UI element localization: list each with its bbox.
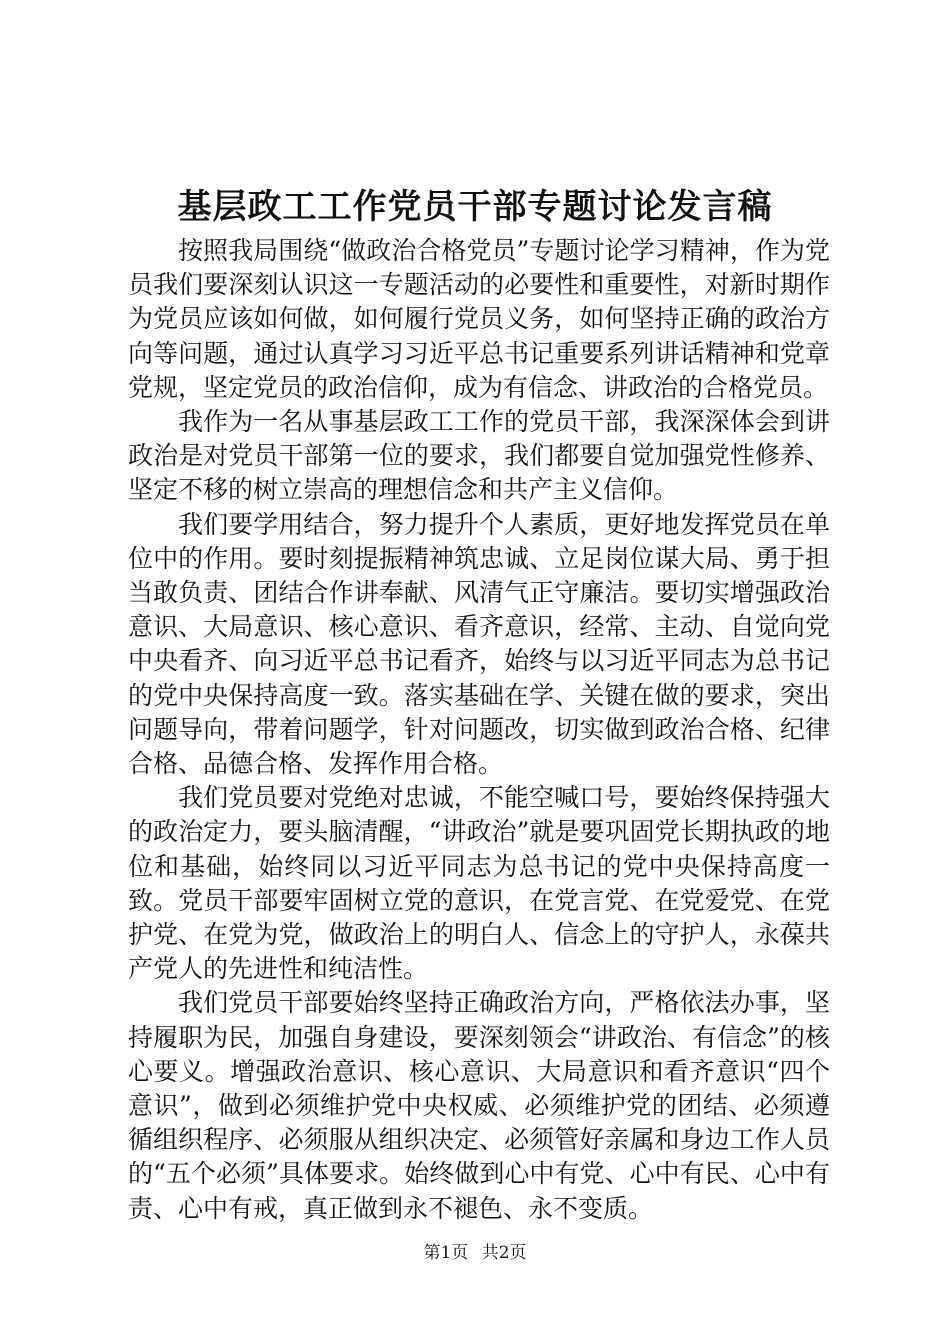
page-number-total: 共2页 bbox=[481, 1243, 527, 1263]
paragraph-2: 我作为一名从事基层政工工作的党员干部，我深深体会到讲政治是对党员干部第一位的要求，我们都要自觉加强党性修养、坚定不移的树立崇高的理想信念和共产主义信仰。 bbox=[128, 407, 830, 505]
paragraph-3: 我们要学用结合，努力提升个人素质，更好地发挥党员在单位中的作用。要时刻提振精神筑忠诚、立足岗位谋大局、勇于担当敢负责、团结合作讲奉献、风清气正守廉洁。要切实增强政治意识、大局意识、核心意识、看齐意识，经常、主动、自觉向党中央看齐、向习近平总书记看齐，始终与以习近平同志为总书记的党中央保持高度一致。落实基础在学、关键在做的要求，突出问题导向，带着问题学，针对问题改，切实做到政治合格、纪律合格、品德合格、发挥作用合格。 bbox=[128, 509, 830, 779]
paragraph-1: 按照我局围绕“做政治合格党员”专题讨论学习精神，作为党员我们要深刻认识这一专题活动的必要性和重要性，对新时期作为党员应该如何做，如何履行党员义务，如何坚持正确的政治方向等问题，通过认真学习习近平总书记重要系列讲话精神和党章党规，坚定党员的政治信仰，成为有信念、讲政治的合格党员。 bbox=[128, 236, 830, 402]
page-footer bbox=[0, 1241, 950, 1265]
page-number-current: 第1页 bbox=[423, 1243, 469, 1263]
document-title: 基层政工工作党员干部专题讨论发言稿 bbox=[177, 187, 773, 227]
document-body bbox=[128, 234, 830, 1226]
paragraph-5: 我们党员干部要始终坚持正确政治方向，严格依法办事，坚持履职为民，加强自身建设，要深刻领会“讲政治、有信念”的核心要义。增强政治意识、核心意识、大局意识和看齐意识“四个意识”，做到必须维护党中央权威、必须维护党的团结、必须遵循组织程序、必须服从组织决定、必须管好亲属和身边工作人员的“五个必须”具体要求。始终做到心中有党、心中有民、心中有责、心中有戒，真正做到永不褪色、永不变质。 bbox=[128, 988, 830, 1223]
paragraph-4: 我们党员要对党绝对忠诚，不能空喊口号，要始终保持强大的政治定力，要头脑清醒，“讲政治”就是要巩固党长期执政的地位和基础，始终同以习近平同志为总书记的党中央保持高度一致。党员干部要牢固树立党的意识，在党言党、在党爱党、在党护党、在党为党，做政治上的明白人、信念上的守护人，永葆共产党人的先进性和纯洁性。 bbox=[128, 783, 830, 984]
